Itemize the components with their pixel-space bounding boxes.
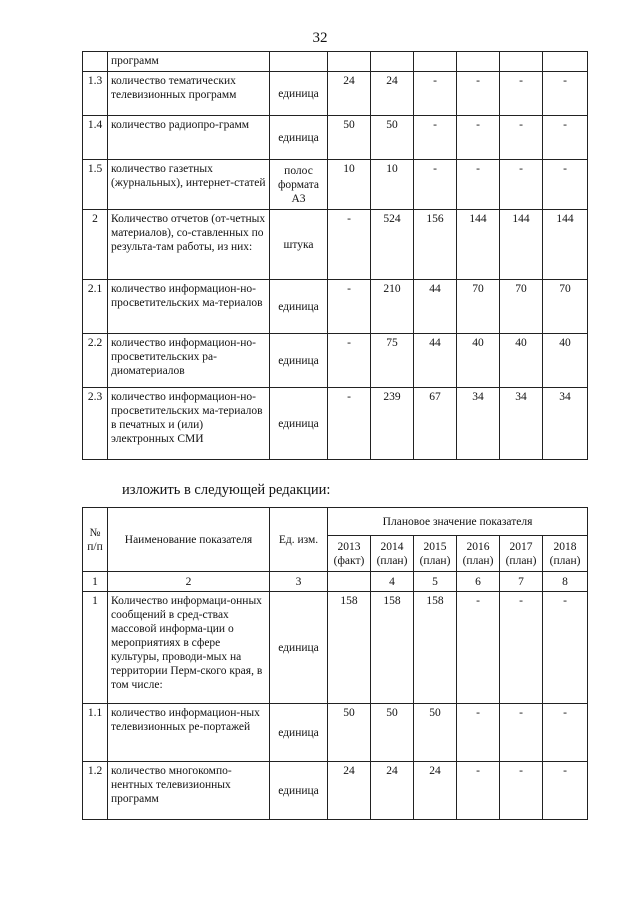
value-cell: 75: [371, 334, 414, 388]
value-cell: -: [500, 116, 543, 160]
edit-instruction: изложить в следующей редакции:: [122, 482, 331, 498]
header-year: 2013 (факт): [328, 536, 371, 572]
unit-cell: единица: [270, 116, 328, 160]
unit-cell: единица: [270, 388, 328, 460]
unit-cell: единица: [270, 704, 328, 762]
table-row: [83, 160, 588, 210]
value-cell: -: [328, 210, 371, 280]
row-number: 1.1: [83, 704, 108, 762]
table-new-edition-body: [83, 592, 588, 820]
value-cell: 50: [328, 704, 371, 762]
header-year: 2015 (план): [414, 536, 457, 572]
header-indicator-name: Наименование показателя: [108, 508, 270, 572]
value-cell: 67: [414, 388, 457, 460]
header-unit: Ед. изм.: [270, 508, 328, 572]
table-row: [83, 704, 588, 762]
table-row: [83, 388, 588, 460]
value-cell: 70: [500, 280, 543, 334]
unit-cell: [270, 52, 328, 72]
row-number: 1.4: [83, 116, 108, 160]
value-cell: [371, 52, 414, 72]
value-cell: 50: [371, 116, 414, 160]
value-cell: -: [457, 116, 500, 160]
value-cell: 24: [371, 762, 414, 820]
value-cell: 158: [371, 592, 414, 704]
value-cell: -: [543, 592, 588, 704]
value-cell: -: [500, 704, 543, 762]
indicator-name: количество тематических телевизионных программ: [108, 72, 270, 116]
table-row: [83, 116, 588, 160]
indicator-name: количество информацион-но-просветительских ра-диоматериалов: [108, 334, 270, 388]
header-year: 2017 (план): [500, 536, 543, 572]
column-number: 4: [371, 572, 414, 592]
column-number: 7: [500, 572, 543, 592]
column-number: 8: [543, 572, 588, 592]
table-row: [83, 52, 588, 72]
value-cell: 70: [457, 280, 500, 334]
indicator-name: количество информацион-но-просветительских ма-териалов: [108, 280, 270, 334]
value-cell: -: [457, 72, 500, 116]
value-cell: [414, 52, 457, 72]
value-cell: -: [328, 280, 371, 334]
header-number: № п/п: [83, 508, 108, 572]
indicator-name: количество многокомпо-нентных телевизионных программ: [108, 762, 270, 820]
value-cell: -: [457, 762, 500, 820]
value-cell: 210: [371, 280, 414, 334]
table-new-edition: [82, 507, 588, 820]
value-cell: 524: [371, 210, 414, 280]
value-cell: -: [328, 334, 371, 388]
row-number: 1.2: [83, 762, 108, 820]
value-cell: -: [457, 160, 500, 210]
value-cell: -: [457, 592, 500, 704]
table-row: [83, 72, 588, 116]
row-number: 2.1: [83, 280, 108, 334]
value-cell: -: [500, 592, 543, 704]
row-number: [83, 52, 108, 72]
column-number: 1: [83, 572, 108, 592]
value-cell: 10: [371, 160, 414, 210]
table-row: [83, 762, 588, 820]
page-number: 32: [312, 30, 328, 46]
header-year: 2014 (план): [371, 536, 414, 572]
value-cell: 50: [371, 704, 414, 762]
value-cell: -: [414, 160, 457, 210]
row-number: 2.3: [83, 388, 108, 460]
value-cell: -: [328, 388, 371, 460]
indicator-name: Количество отчетов (от-четных материалов), со-ставленных по результа-там работы, из них:: [108, 210, 270, 280]
table-row: [83, 334, 588, 388]
unit-cell: единица: [270, 334, 328, 388]
indicator-name: количество радиопро-грамм: [108, 116, 270, 160]
value-cell: 50: [414, 704, 457, 762]
value-cell: -: [543, 704, 588, 762]
row-number: 2.2: [83, 334, 108, 388]
value-cell: 24: [371, 72, 414, 116]
value-cell: 34: [457, 388, 500, 460]
value-cell: -: [500, 762, 543, 820]
unit-cell: полос формата А3: [270, 160, 328, 210]
table-row: [83, 592, 588, 704]
table-row: [83, 210, 588, 280]
value-cell: 40: [500, 334, 543, 388]
indicator-name: количество информацион-ных телевизионных ре-портажей: [108, 704, 270, 762]
value-cell: 144: [457, 210, 500, 280]
value-cell: 50: [328, 116, 371, 160]
value-cell: 70: [543, 280, 588, 334]
header-year: 2018 (план): [543, 536, 588, 572]
value-cell: 144: [500, 210, 543, 280]
indicator-name: программ: [108, 52, 270, 72]
indicator-name: Количество информаци-онных сообщений в сред-ствах массовой информа-ции о мероприятиях в сфере культуры, проводи-мых на территории Перм-ского края, в том числе:: [108, 592, 270, 704]
table-previous-edition-body: [83, 52, 588, 460]
indicator-name: количество газетных (журнальных), интернет-статей: [108, 160, 270, 210]
value-cell: 40: [543, 334, 588, 388]
value-cell: -: [500, 72, 543, 116]
column-number: 6: [457, 572, 500, 592]
value-cell: 24: [328, 72, 371, 116]
column-number: [328, 572, 371, 592]
column-number: 2: [108, 572, 270, 592]
column-number-row: [83, 572, 588, 592]
value-cell: [457, 52, 500, 72]
value-cell: 156: [414, 210, 457, 280]
value-cell: 158: [414, 592, 457, 704]
value-cell: -: [457, 704, 500, 762]
header-planned-value: Плановое значение показателя: [328, 508, 588, 536]
value-cell: 44: [414, 334, 457, 388]
column-number: 5: [414, 572, 457, 592]
value-cell: 44: [414, 280, 457, 334]
value-cell: [500, 52, 543, 72]
value-cell: 239: [371, 388, 414, 460]
unit-cell: единица: [270, 762, 328, 820]
header-year: 2016 (план): [457, 536, 500, 572]
value-cell: 40: [457, 334, 500, 388]
table-header-row: [83, 508, 588, 536]
value-cell: -: [500, 160, 543, 210]
unit-cell: единица: [270, 72, 328, 116]
value-cell: 24: [328, 762, 371, 820]
unit-cell: единица: [270, 280, 328, 334]
unit-cell: штука: [270, 210, 328, 280]
value-cell: 34: [543, 388, 588, 460]
value-cell: -: [414, 72, 457, 116]
column-number: 3: [270, 572, 328, 592]
value-cell: 34: [500, 388, 543, 460]
table-previous-edition: [82, 51, 588, 460]
value-cell: 24: [414, 762, 457, 820]
value-cell: [543, 52, 588, 72]
value-cell: [328, 52, 371, 72]
indicator-name: количество информацион-но-просветительских ма-териалов в печатных и (или) электронных СМИ: [108, 388, 270, 460]
value-cell: 144: [543, 210, 588, 280]
row-number: 2: [83, 210, 108, 280]
table-row: [83, 280, 588, 334]
value-cell: 10: [328, 160, 371, 210]
value-cell: -: [414, 116, 457, 160]
value-cell: 158: [328, 592, 371, 704]
value-cell: -: [543, 762, 588, 820]
row-number: 1.3: [83, 72, 108, 116]
row-number: 1.5: [83, 160, 108, 210]
value-cell: -: [543, 160, 588, 210]
value-cell: -: [543, 72, 588, 116]
value-cell: -: [543, 116, 588, 160]
row-number: 1: [83, 592, 108, 704]
unit-cell: единица: [270, 592, 328, 704]
